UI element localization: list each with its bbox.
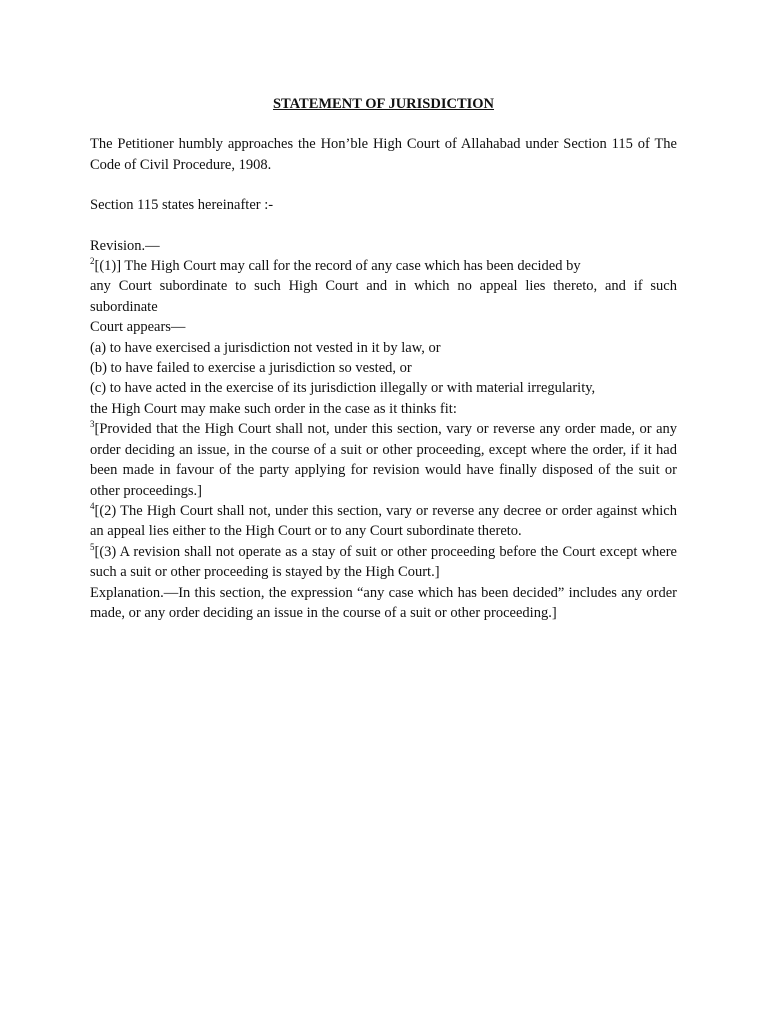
subsection-2-text: [(2) The High Court shall not, under this section, vary or reverse any decree or order against which an appeal lies either to the High Court or to any Court subordinate thereto. [90, 502, 677, 540]
clause-b: (b) to have failed to exercise a jurisdiction so vested, or [90, 360, 412, 377]
subsection-3-text: [(3) A revision shall not operate as a stay of suit or other proceeding before the Court except where such a suit or other proceeding is stayed by the High Court.] [90, 543, 677, 581]
footnote-ref-5: 5 [90, 541, 95, 552]
intro-paragraph: The Petitioner humbly approaches the Hon’ble High Court of Allahabad under Section 115 of The Code of Civil Procedure, 1908. [90, 136, 677, 173]
footnote-ref-2: 2 [90, 256, 95, 267]
subsection-1-text: [(1)] The High Court may call for the record of any case which has been decided by [94, 258, 581, 275]
clause-c: (c) to have acted in the exercise of its jurisdiction illegally or with material irregularity, [90, 380, 596, 397]
subsection-3-paragraph [90, 542, 677, 583]
footnote-ref-4: 4 [90, 500, 95, 511]
explanation-paragraph: Explanation.—In this section, the expression “any case which has been decided” includes any order made, or any order deciding an issue in the course of a suit or other proceeding.] [90, 584, 677, 621]
footnote-ref-3: 3 [90, 419, 95, 430]
section-states-line: Section 115 states hereinafter :- [90, 197, 274, 214]
proviso-text: [Provided that the High Court shall not, under this section, vary or reverse any order made, or any order deciding an issue, in the course of a suit or other proceeding, except where the order, if it had been made in favour of the party applying for revision would have finally disposed of the suit or other proceedings.] [90, 421, 677, 499]
proviso-paragraph [90, 419, 677, 501]
subsection-2-paragraph [90, 501, 677, 542]
clause-a: (a) to have exercised a jurisdiction not vested in it by law, or [90, 339, 441, 356]
order-line: the High Court may make such order in the case as it thinks fit: [90, 400, 457, 417]
page-title: STATEMENT OF JURISDICTION [272, 96, 495, 112]
subsection-1-line2: any Court subordinate to such High Court and in which no appeal lies thereto, and if such subordinate [90, 278, 677, 315]
revision-heading: Revision.— [90, 237, 160, 254]
court-appears-line: Court appears— [90, 319, 186, 336]
subsection-1-line1 [90, 256, 677, 276]
